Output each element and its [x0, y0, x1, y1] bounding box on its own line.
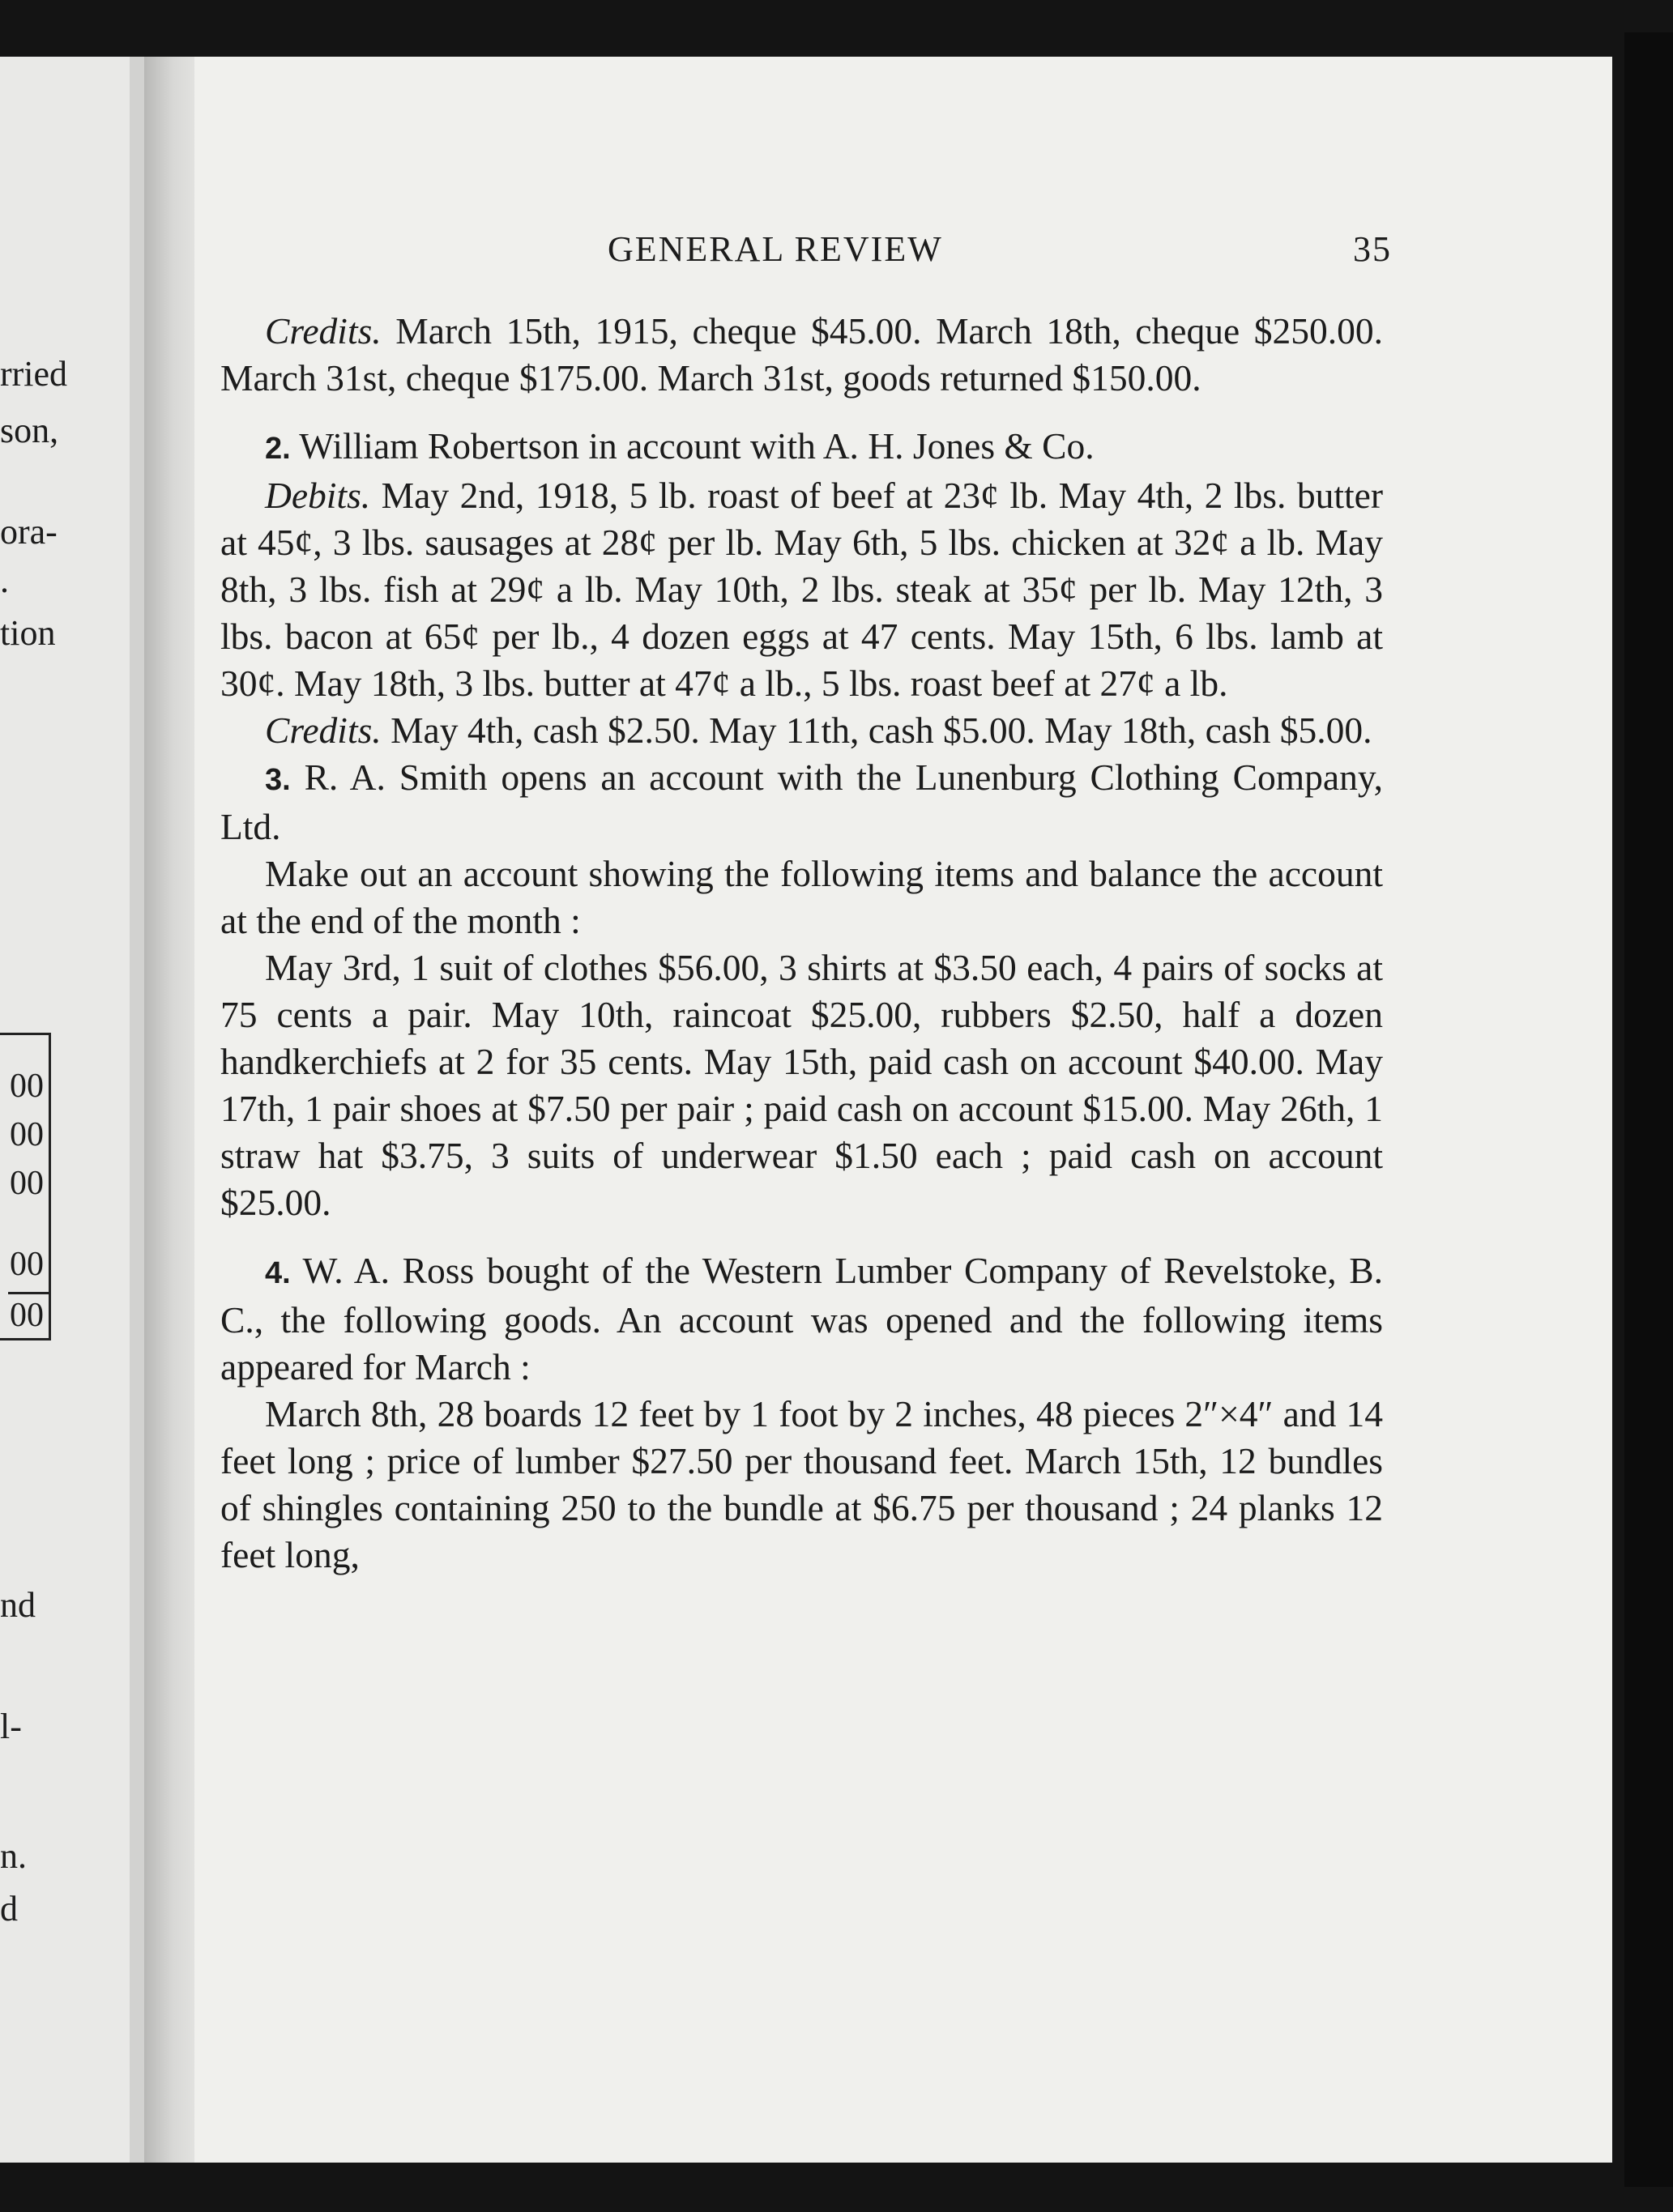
table-cell: 00	[10, 1297, 44, 1334]
exercise-number: 4.	[265, 1256, 291, 1290]
left-page-text: tion	[0, 613, 56, 653]
table-rule	[8, 1292, 50, 1294]
book-edge	[1624, 32, 1673, 2187]
paragraph-text: W. A. Ross bought of the Western Lumber Company of Revelstoke, B. C., the following goods. An account was opened and the following items appeared for March :	[220, 1250, 1383, 1387]
paragraph-exercise-2	[220, 423, 1383, 472]
left-page-text: n.	[0, 1836, 27, 1876]
exercise-number: 2.	[265, 432, 291, 466]
table-rule	[0, 1338, 50, 1340]
table-cell: 00	[10, 1165, 44, 1202]
page-number: 35	[1353, 229, 1392, 269]
paragraph-text: May 2nd, 1918, 5 lb. roast of beef at 23¢ lb. May 4th, 2 lbs. butter at 45¢, 3 lbs. sausages at 28¢ per lb. May 6th, 5 lbs. chicken at 32¢ a lb. May 8th, 3 lbs. fish at 29¢ a lb. May 10th, 2 lbs. steak at 35¢ per lb. May 12th, 3 lbs. bacon at 65¢ per lb., 4 dozen eggs at 47 cents. May 15th, 6 lbs. lamb at 30¢. May 18th, 3 lbs. butter at 47¢ a lb., 5 lbs. roast beef at 27¢ a lb.	[220, 475, 1383, 704]
paragraph-lead: Debits.	[265, 475, 371, 516]
left-page-text: d	[0, 1889, 18, 1929]
paragraph-lead: Credits.	[265, 710, 382, 751]
left-page-text: nd	[0, 1585, 36, 1625]
left-page-text: son,	[0, 411, 59, 450]
left-page-text: l-	[0, 1707, 22, 1746]
table-cell: 00	[10, 1068, 44, 1105]
paragraph-credits-1	[220, 308, 1383, 402]
exercise-number: 3.	[265, 763, 291, 797]
paragraph-exercise-3	[220, 754, 1383, 850]
paragraph-text: March 15th, 1915, cheque $45.00. March 18th, cheque $250.00. March 31st, cheque $175.00. March 31st, goods returned $150.00.	[220, 310, 1383, 399]
paragraph-debits	[220, 472, 1383, 707]
left-page-text: ora-	[0, 512, 58, 552]
paragraph-credits-2	[220, 707, 1383, 754]
paragraph-text: May 4th, cash $2.50. May 11th, cash $5.00. May 18th, cash $5.00.	[381, 710, 1372, 751]
paragraph-lumber-items	[220, 1391, 1383, 1579]
paragraph-text: R. A. Smith opens an account with the Lunenburg Clothing Company, Ltd.	[220, 757, 1383, 847]
page-body	[220, 308, 1383, 1579]
table-cell: 00	[10, 1246, 44, 1283]
paragraph-lead: Credits.	[265, 310, 382, 352]
table-rule	[0, 1033, 50, 1035]
paragraph-items	[220, 944, 1383, 1226]
paragraph-text: May 3rd, 1 suit of clothes $56.00, 3 shirts at $3.50 each, 4 pairs of socks at 75 cents a pair. May 10th, raincoat $25.00, rubbers $2.50, half a dozen handkerchiefs at 2 for 35 cents. May 15th, paid cash on account $40.00. May 17th, 1 pair shoes at $7.50 per pair ; paid cash on account $15.00. May 26th, 1 straw hat $3.75, 3 suits of underwear $1.50 each ; paid cash on account $25.00.	[220, 947, 1383, 1223]
table-cell: 00	[10, 1116, 44, 1153]
left-page-text: rried	[0, 354, 68, 394]
left-page-fragment	[0, 57, 144, 2163]
paragraph-exercise-4	[220, 1247, 1383, 1391]
paragraph-text: March 8th, 28 boards 12 feet by 1 foot by 2 inches, 48 pieces 2″×4″ and 14 feet long ; price of lumber $27.50 per thousand feet. March 15th, 12 bundles of shingles containing 250 to the bundle at $6.75 per thousand ; 24 planks 12 feet long,	[220, 1393, 1383, 1575]
left-page-text: .	[0, 560, 9, 600]
paragraph-instructions	[220, 850, 1383, 944]
paragraph-text: William Robertson in account with A. H. Jones & Co.	[290, 425, 1095, 467]
right-page	[194, 57, 1612, 2163]
page-title: GENERAL REVIEW	[608, 229, 943, 269]
paragraph-text: Make out an account showing the following items and balance the account at the end of the month :	[220, 853, 1383, 941]
left-page-table	[0, 1033, 51, 1340]
